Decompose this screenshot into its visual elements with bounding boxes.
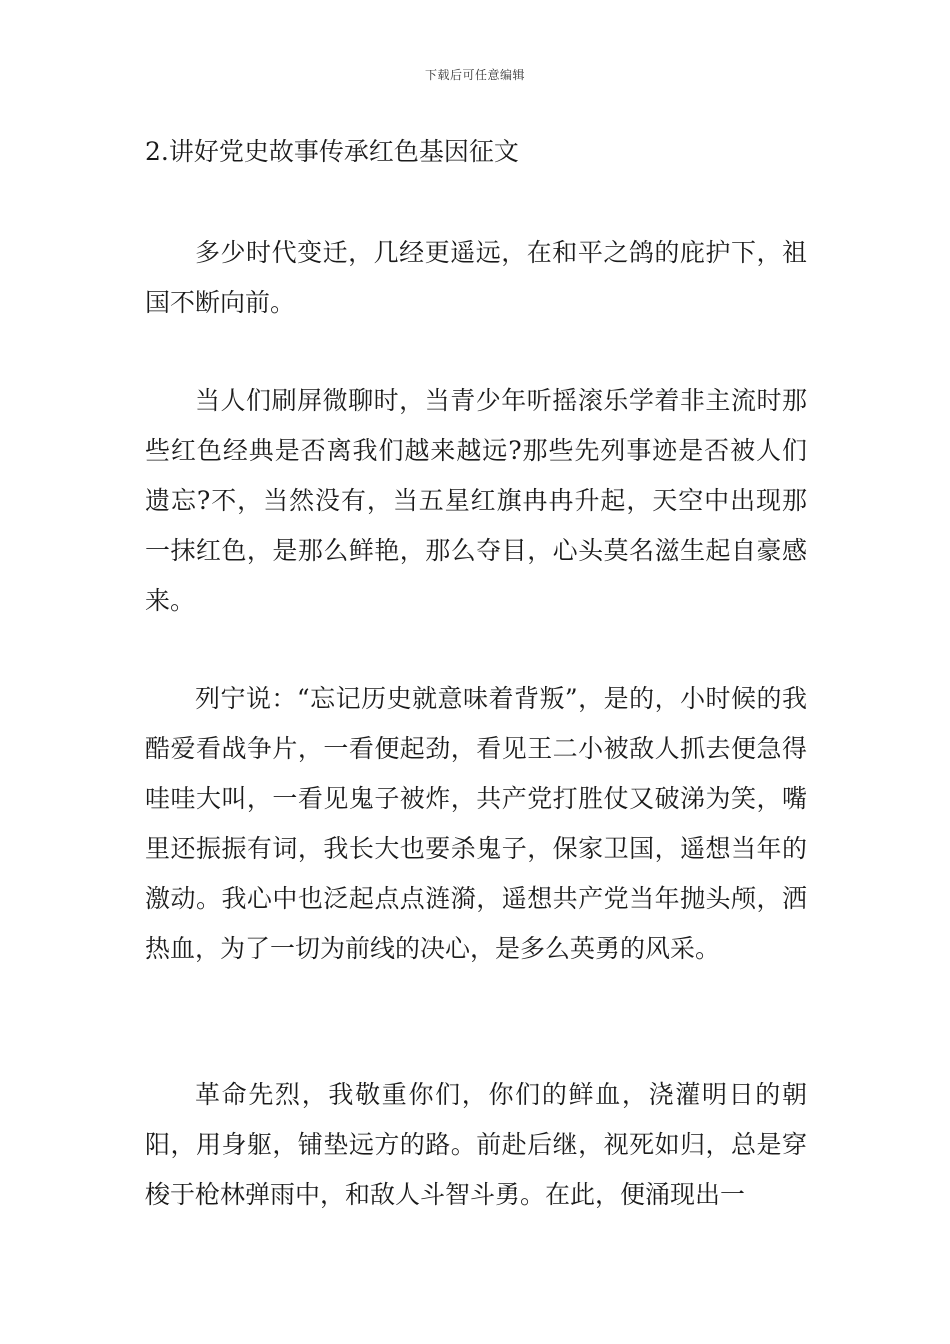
document-title: 2.讲好党史故事传承红色基因征文 [145, 137, 519, 166]
header-note: 下载后可任意编辑 [424, 68, 525, 82]
paragraph-4: 革命先烈，我敬重你们，你们的鲜血，浇灌明日的朝阳，用身躯，铺垫远方的路。前赴后继，视死如归，总是穿梭于枪林弹雨中，和敌人斗智斗勇。在此，便涌现出一 [145, 1080, 807, 1209]
paragraph-3: 列宁说：“忘记历史就意味着背叛”，是的，小时候的我酷爱看战争片，一看便起劲，看见王二小被敌人抓去便急得哇哇大叫，一看见鬼子被炸，共产党打胜仗又破涕为笑，嘴里还振振有词，我长大也要杀鬼子，保家卫国，遥想当年的激动。我心中也泛起点点涟漪，遥想共产党当年抛头颅，洒热血，为了一切为前线的决心，是多么英勇的风采。 [145, 684, 807, 963]
paragraph-1: 多少时代变迁，几经更遥远，在和平之鸽的庇护下，祖国不断向前。 [145, 238, 807, 317]
paragraph-2: 当人们刷屏微聊时，当青少年听摇滚乐学着非主流时那些红色经典是否离我们越来越远?那些先列事迹是否被人们遗忘?不，当然没有，当五星红旗冉冉升起，天空中出现那一抹红色，是那么鲜艳，那么夺目，心头莫名滋生起自豪感来。 [145, 386, 807, 615]
